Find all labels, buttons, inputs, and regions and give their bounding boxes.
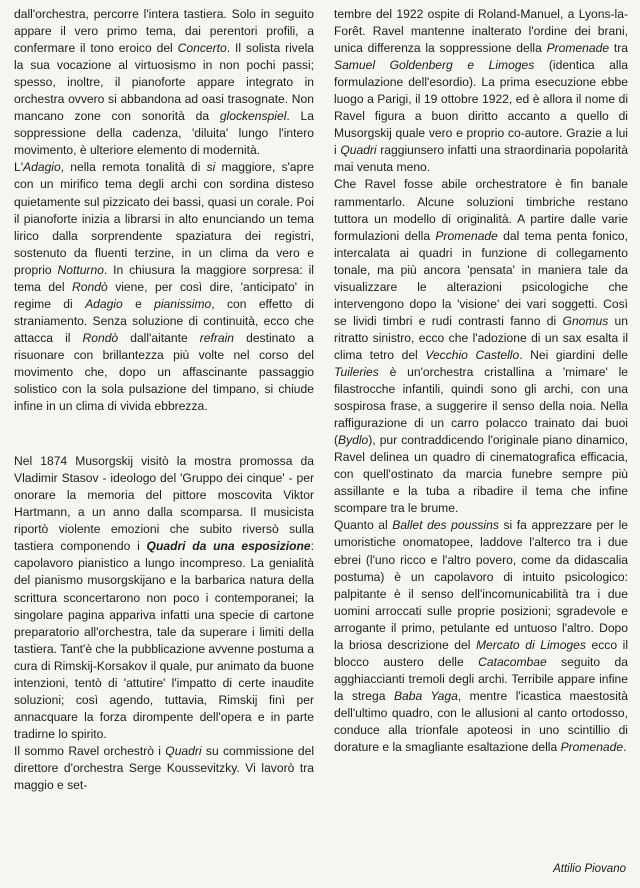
paragraph-ballet-poussins: Quanto al Ballet des poussins si fa apprezzare per le umoristiche onomatopee, laddove l'alterco tra i due ebrei (l'uno ricco e l'altro povero, come da didascalia postuma) è un capolavoro di intuito psicologico: palpitante è il senso dell'incomunicabilità tra i due uomini arroccati sulle proprie posizioni; sgradevole e arrogante il primo, petulante ed untuoso l'altro. Dopo la briosa descrizione del Mercato di Limoges ecco il blocco austero delle Catacombae seguito da agghiaccianti tremoli degli archi. Terribile appare infine la strega Baba Yaga, mentre l'icastica maestosità dell'ultimo quadro, con le allusioni al canto ortodosso, conduce alla trionfale apoteosi in uno scintillio di dorature e la smagliante esaltazione della Promenade. — [334, 518, 629, 755]
paragraph-adagio-rondo: L'Adagio, nella remota tonalità di si maggiore, s'apre con un mirifico tema degli archi con sordina disteso quietamente sul pizzicato dei bassi, quasi un corale. Poi il pianoforte inizia a librarsi in alto enunciando un tema lirico dalla sorprendente spaziatura dei registri, sostenuto da fluenti terzine, in un clima da vero e proprio Notturno. In chiusura la maggiore sorpresa: il tema del Rondò viene, per così dire, 'anticipato' in regime di Adagio e pianissimo, con effetto di straniamento. Senza soluzione di continuità, ecco che attacca il Rondò dall'aitante refrain destinato a risuonare con brillantezza più volte nel corso del movimento che, dopo un affascinante passaggio solistico con la sola pulsazione del timpano, si chiude infine in un clima di vivida ebbrezza. — [14, 160, 315, 414]
paragraph-ravel-premiere: tembre del 1922 ospite di Roland-Manuel, a Lyons-la-Forêt. Ravel mantenne inalterato l'ordine dei brani, unica differenza la soppressione della Promenade tra Samuel Goldenberg e Limoges (identica alla formulazione dell'esordio). La prima esecuzione ebbe luogo a Parigi, il 19 ottobre 1922, ed è allora il nome di Ravel figura a buon diritto accanto a quello di Musorgskij quale vero e proprio co-autore. Grazie a lui i Quadri raggiunsero infatti una straordinaria popolarità mai venuta meno. — [334, 7, 629, 175]
paragraph-musorgskij-quadri: Nel 1874 Musorgskij visitò la mostra promossa da Vladimir Stasov - ideologo del 'Gruppo dei cinque' - per onorare la memoria del pittore moscovita Viktor Hartmann, a un anno dalla scomparsa. Il musicista riportò violente emozioni che subito riversò sulla tastiera componendo i Quadri da una esposizione: capolavoro pianistico a lungo incompreso. La genialità del pianismo musorgskijano e la barbarica natura della scrittura sconcertarono non poco i contemporanei; la singolare pagina appariva infatti una specie di cartone preparatorio all'orchestra, tale da superare i limiti della tastiera. Tant'è che la pubblicazione avvenne postuma a cura di Rimskij-Korsakov il quale, pur animato da buone intenzioni, tentò di 'attutire' l'impatto di certe inaudite soluzioni; così agendo, tuttavia, Rimskij finì per annacquare la forza dirompente dell'opera e in parte tradirne lo spirito. — [14, 454, 314, 741]
paragraph-ravel-orchestrator: Che Ravel fosse abile orchestratore è fin banale rammentarlo. Alcune soluzioni timbriche restano tuttora un modello di originalità. A partire dalle varie formulazioni della Promenade dal tema penta fonico, intercalata ai quadri in funzione di collegamento tonale, ma più ancora 'pensata' in maniera tale da visualizzare le alterazioni psicologiche che intervengono dopo la 'visione' dei vari soggetti. Così se lividi timbri e rudi contrasti fanno di Gnomus un ritratto sinistro, ecco che l'adozione di un sax esalta il clima tetro del Vecchio Castello. Nei giardini delle Tuileries è un'orchestra cristallina a 'mimare' le filastrocche infantili, quindi sono gli archi, con una sospirosa frase, a suggerire il senso della noia. Nella raffigurazione di un carro polacco trainato dai buoi (Bydlo), pur contraddicendo l'originale piano dinamico, Ravel delinea un quadro di cinematografica efficacia, con quell'ostinato da marcia funebre sempre più assillante e la tuba a ribadire il tema che infine scompare tra le brume. — [334, 177, 629, 516]
paragraph-concerto-first-movement: dall'orchestra, percorre l'intera tastiera. Solo in seguito appare il vero primo tema, dai perentori profili, a confermare il tono eroico del Concerto. Il solista rivela la sua vocazione al virtuosismo in non pochi passi; spesso, inoltre, il pianoforte appare integrato in orchestra ovvero si abbandona ad oasi trasognate. Non mancano zone con sonorità da glockenspiel. La soppressione della cadenza, 'diluita' lungo l'intero movimento, è ulteriore elemento di modernità. — [14, 7, 314, 158]
author-signature: Attilio Piovano — [553, 863, 626, 875]
right-column — [334, 6, 628, 756]
paragraph-ravel-orchestration-start: Il sommo Ravel orchestrò i Quadri su commissione del direttore d'orchestra Serge Koussevitzky. Vi lavorò tra maggio e set- — [14, 743, 315, 793]
left-column — [14, 6, 314, 794]
